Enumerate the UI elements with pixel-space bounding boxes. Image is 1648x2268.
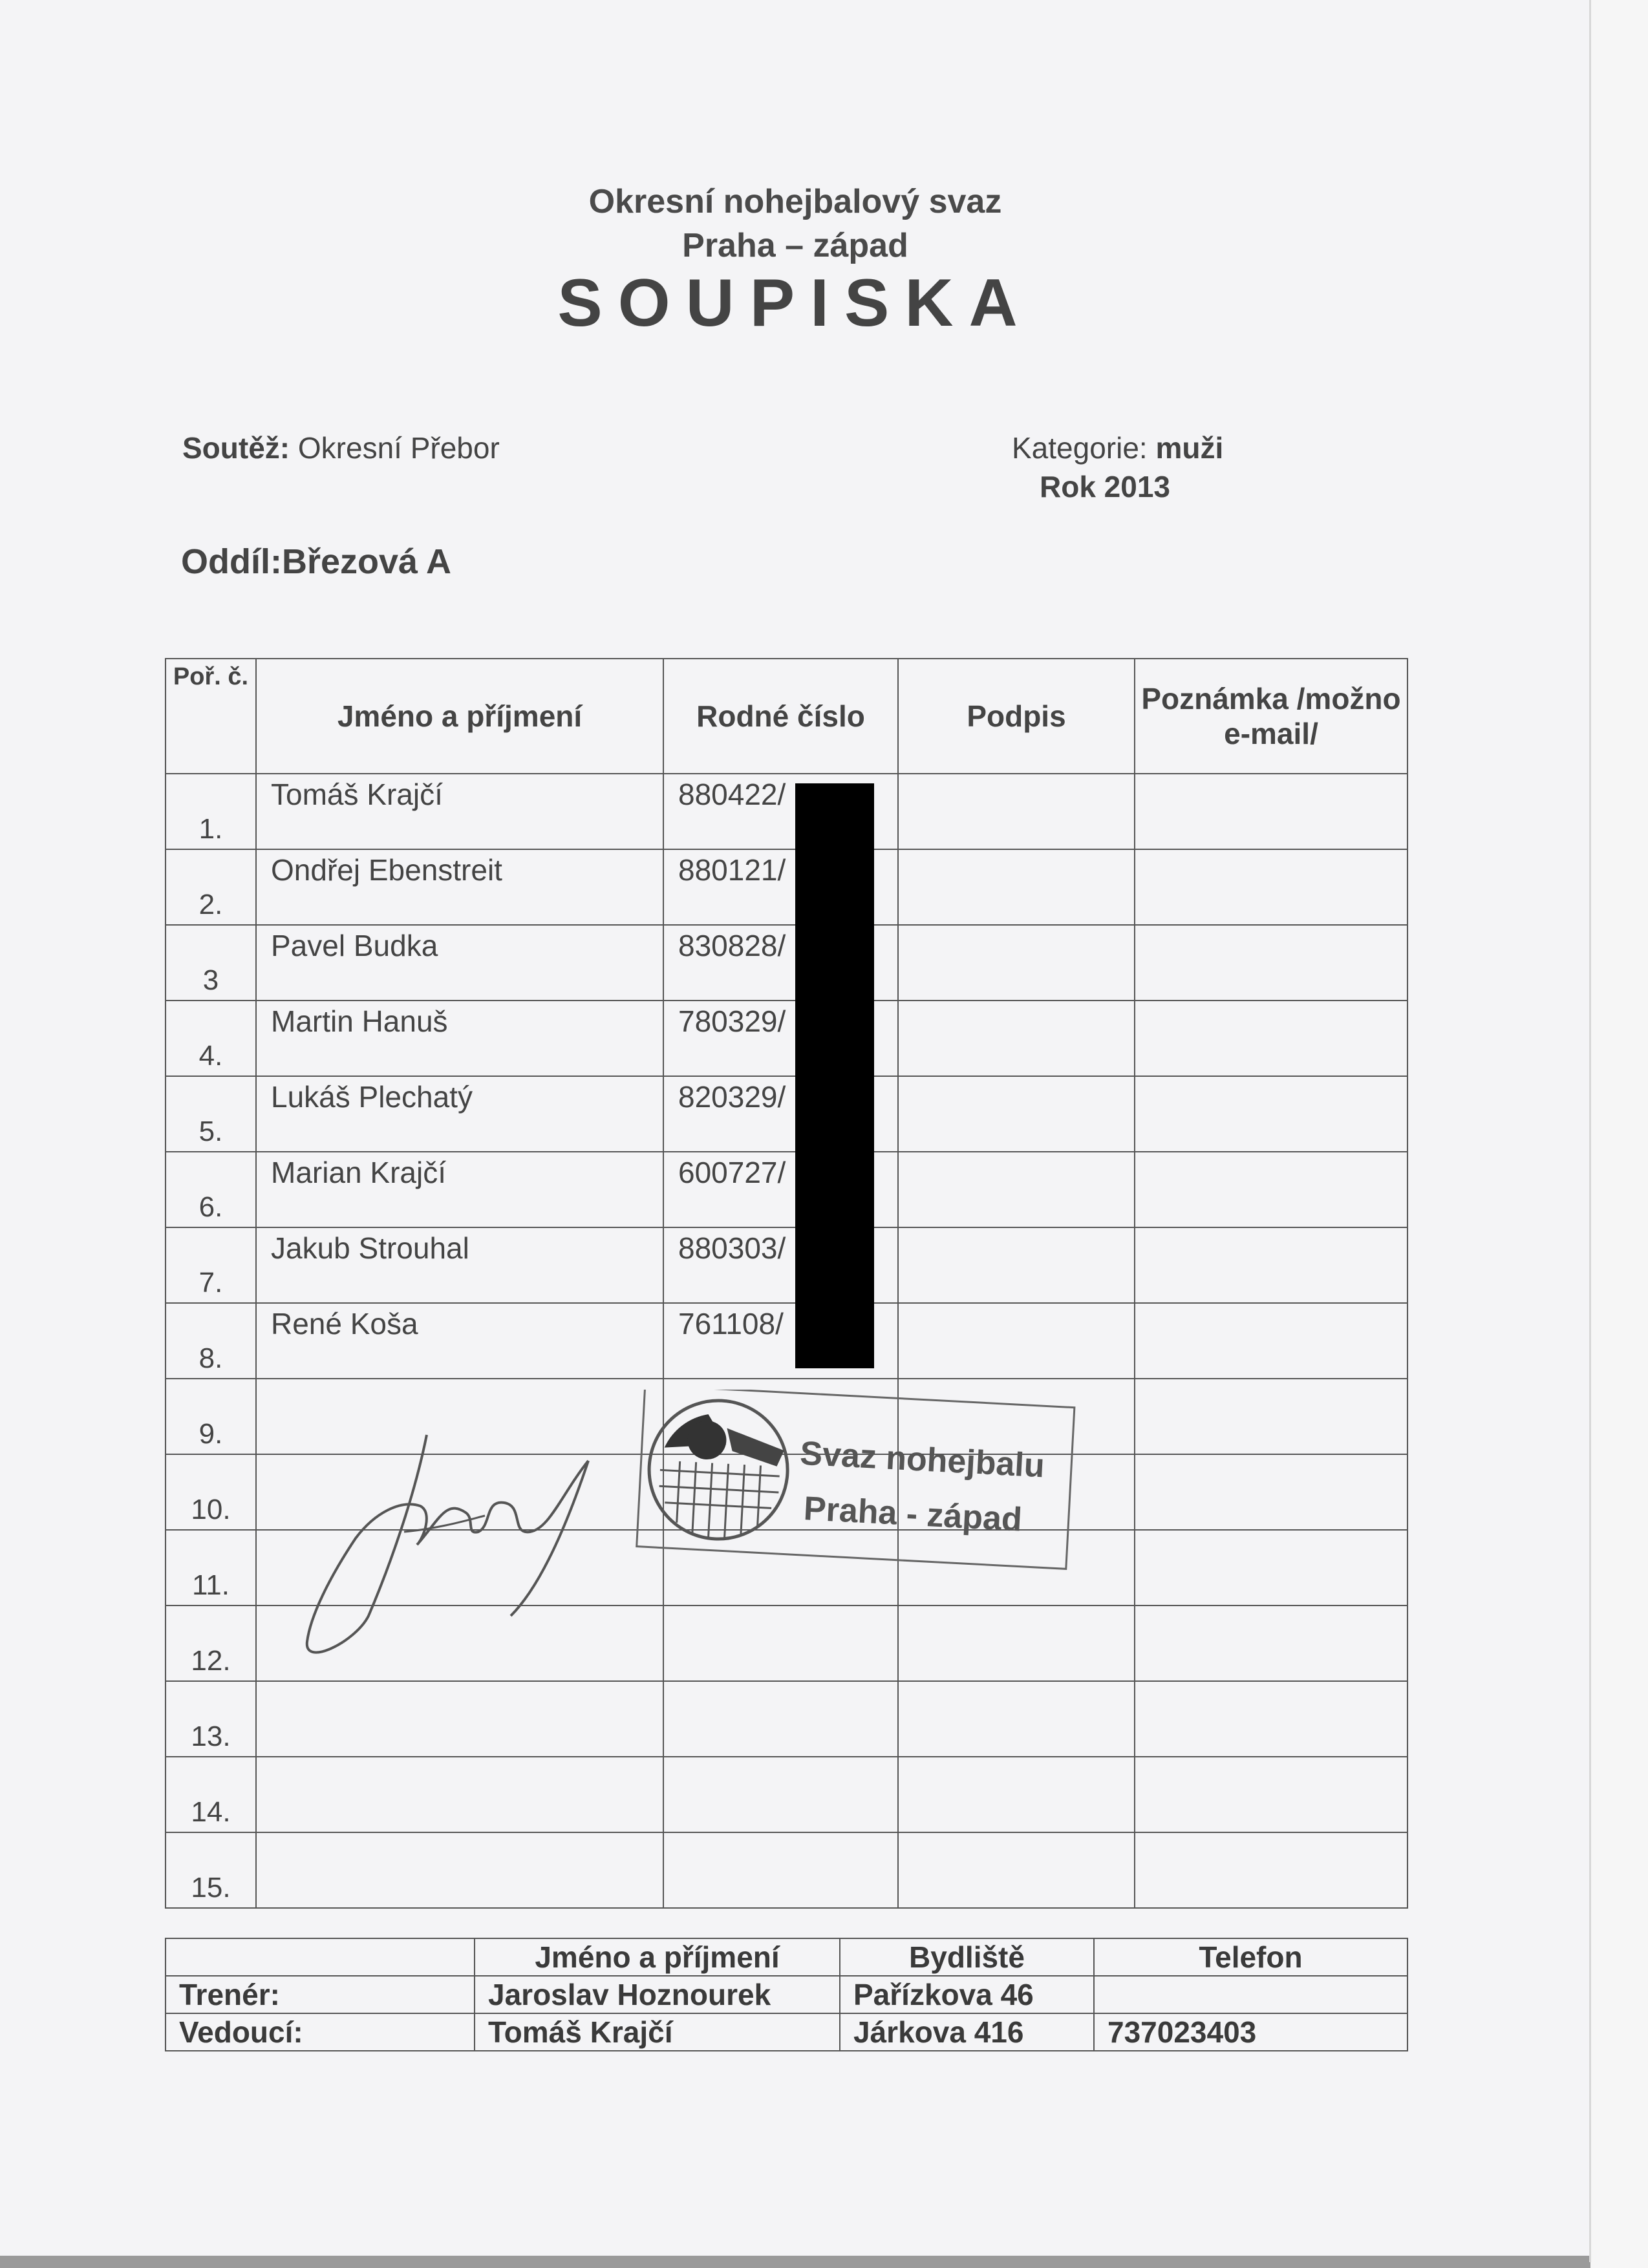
note-cell: [1135, 1076, 1407, 1152]
staff-header-phone: Telefon: [1094, 1938, 1407, 1976]
organization-region: Praha – západ: [682, 227, 908, 264]
page-edge: [1590, 0, 1648, 2268]
staff-header-row: [166, 1938, 1407, 1976]
note-cell: [1135, 1152, 1407, 1227]
note-cell: [1135, 1303, 1407, 1379]
roster-row: [166, 1757, 1407, 1832]
roster-row: [166, 1152, 1407, 1227]
roster-row: [166, 849, 1407, 925]
staff-table: [165, 1938, 1408, 2051]
row-number-text: 15.: [191, 1872, 231, 1903]
signature-cell: [898, 774, 1135, 849]
roster-row: [166, 1001, 1407, 1076]
birth-number-text: 880121/: [678, 853, 786, 887]
player-name: [256, 1152, 663, 1227]
row-number: [166, 1530, 256, 1606]
birth-number-text: [664, 1606, 897, 1609]
note-cell: [1135, 1681, 1407, 1757]
player-name: [256, 1757, 663, 1832]
row-number: [166, 1606, 256, 1681]
note-cell: [1135, 774, 1407, 849]
birth-number-text: 600727/: [678, 1156, 786, 1189]
signature-cell: [898, 1001, 1135, 1076]
player-name-text: Ondřej Ebenstreit: [271, 853, 502, 887]
staff-name: Jaroslav Hoznourek: [475, 1976, 840, 2013]
staff-phone: [1094, 1976, 1407, 2013]
handwritten-signature: [291, 1422, 627, 1680]
signature-cell: [898, 1303, 1135, 1379]
player-name-text: Pavel Budka: [271, 929, 438, 962]
header-name: Jméno a příjmení: [256, 659, 663, 774]
category-label: Kategorie:: [1012, 431, 1148, 465]
staff-row-trainer: [166, 1976, 1407, 2013]
row-number: [166, 925, 256, 1001]
signature-cell: [898, 1681, 1135, 1757]
staff-address: Pařízkova 46: [840, 1976, 1094, 2013]
row-number: [166, 1379, 256, 1454]
row-number-text: 11.: [192, 1569, 230, 1601]
player-name: [256, 1001, 663, 1076]
staff-row-manager: [166, 2013, 1407, 2051]
birth-number: [663, 1832, 898, 1908]
row-number: [166, 1681, 256, 1757]
staff-address: Járkova 416: [840, 2013, 1094, 2051]
birth-number: [663, 1681, 898, 1757]
player-name: [256, 1303, 663, 1379]
signature-cell: [898, 849, 1135, 925]
player-name-text: Tomáš Krajčí: [271, 778, 443, 811]
note-cell: [1135, 1227, 1407, 1303]
redaction-bar: [795, 783, 874, 1368]
note-cell: [1135, 1001, 1407, 1076]
row-number: [166, 1454, 256, 1530]
roster-header-row: [166, 659, 1407, 774]
signature-cell: [898, 1757, 1135, 1832]
player-name: [256, 925, 663, 1001]
row-number: [166, 1076, 256, 1152]
signature-cell: [898, 925, 1135, 1001]
signature-cell: [898, 1076, 1135, 1152]
club-stamp: [627, 1390, 1080, 1584]
birth-number-text: [664, 1757, 897, 1760]
player-name-text: Martin Hanuš: [271, 1004, 448, 1038]
row-number-text: 7.: [198, 1267, 223, 1298]
birth-number-text: 780329/: [678, 1004, 786, 1038]
row-number: [166, 1757, 256, 1832]
row-number-text: 8.: [198, 1342, 223, 1374]
roster-row: [166, 925, 1407, 1001]
staff-header-address: Bydliště: [840, 1938, 1094, 1976]
birth-number-text: 761108/: [678, 1307, 784, 1341]
roster-row: [166, 1076, 1407, 1152]
signature-cell: [898, 1606, 1135, 1681]
row-number-text: 12.: [191, 1645, 231, 1677]
player-name: [256, 1076, 663, 1152]
header-signature: Podpis: [898, 659, 1135, 774]
signature-cell: [898, 1152, 1135, 1227]
row-number-text: 5.: [198, 1116, 223, 1147]
staff-header-name: Jméno a příjmení: [475, 1938, 840, 1976]
row-number: [166, 1152, 256, 1227]
row-number: [166, 1227, 256, 1303]
player-name-text: [257, 1379, 663, 1382]
staff-role: Vedoucí:: [166, 2013, 475, 2051]
row-number: [166, 849, 256, 925]
roster-row: [166, 774, 1407, 849]
birth-number-text: 820329/: [678, 1080, 786, 1114]
player-name: [256, 774, 663, 849]
player-name: [256, 1227, 663, 1303]
staff-header-empty: [166, 1938, 475, 1976]
note-cell: [1135, 1757, 1407, 1832]
player-name-text: [257, 1682, 663, 1684]
row-number-text: 3: [202, 964, 219, 996]
row-number-text: 13.: [191, 1721, 231, 1752]
staff-name: Tomáš Krajčí: [475, 2013, 840, 2051]
birth-number-text: 880303/: [678, 1231, 786, 1265]
birth-number-text: [664, 1833, 897, 1836]
row-number-text: 2.: [198, 889, 223, 920]
row-number-text: 1.: [198, 813, 223, 845]
stamp-text-line1: Svaz nohejbalu: [799, 1434, 1046, 1485]
player-name: [256, 1681, 663, 1757]
birth-number-text: 830828/: [678, 929, 786, 962]
roster-row: [166, 1832, 1407, 1908]
player-name-text: Jakub Strouhal: [271, 1231, 469, 1265]
competition-value: Okresní Přebor: [297, 431, 500, 465]
roster-row: [166, 1227, 1407, 1303]
player-name: [256, 849, 663, 925]
roster-row: [166, 1303, 1407, 1379]
note-cell: [1135, 1530, 1407, 1606]
note-cell: [1135, 925, 1407, 1001]
row-number: [166, 1001, 256, 1076]
document-title: SOUPISKA: [557, 266, 1033, 341]
note-cell: [1135, 1454, 1407, 1530]
year: Rok 2013: [1040, 470, 1171, 503]
player-name-text: [257, 1757, 663, 1760]
header-poradi: Poř. č.: [166, 659, 256, 774]
birth-number: [663, 1757, 898, 1832]
row-number-text: 14.: [191, 1796, 231, 1828]
roster-table: [165, 658, 1408, 1909]
player-name-text: [257, 1833, 663, 1836]
row-number-text: 4.: [198, 1040, 223, 1072]
note-cell: [1135, 1832, 1407, 1908]
header-note: Poznámka /možno e-mail/: [1135, 659, 1407, 774]
player-name-text: Lukáš Plechatý: [271, 1080, 473, 1114]
birth-number-text: [664, 1379, 897, 1382]
club-division: Oddíl:Březová A: [181, 542, 452, 581]
row-number-text: 6.: [198, 1191, 223, 1223]
player-name-text: Marian Krajčí: [271, 1156, 446, 1189]
signature-cell: [898, 1832, 1135, 1908]
row-number: [166, 774, 256, 849]
category-line: [1012, 430, 1223, 465]
row-number-text: 10.: [191, 1494, 231, 1525]
player-name: [256, 1832, 663, 1908]
row-number-text: 9.: [198, 1418, 223, 1450]
staff-phone: 737023403: [1094, 2013, 1407, 2051]
competition-line: [182, 430, 500, 465]
birth-number-text: 880422/: [678, 778, 786, 811]
birth-number: [663, 1606, 898, 1681]
stamp-text-line2: Praha - západ: [802, 1490, 1023, 1539]
competition-label: Soutěž:: [182, 431, 290, 465]
row-number: [166, 1832, 256, 1908]
organization-name: Okresní nohejbalový svaz: [588, 183, 1002, 220]
note-cell: [1135, 1379, 1407, 1454]
note-cell: [1135, 1606, 1407, 1681]
roster-row: [166, 1681, 1407, 1757]
birth-number-text: [664, 1682, 897, 1684]
staff-role: Trenér:: [166, 1976, 475, 2013]
note-cell: [1135, 849, 1407, 925]
category-value: muži: [1155, 431, 1224, 465]
row-number: [166, 1303, 256, 1379]
header-birth-number: Rodné číslo: [663, 659, 898, 774]
signature-cell: [898, 1227, 1135, 1303]
player-name-text: René Koša: [271, 1307, 418, 1341]
